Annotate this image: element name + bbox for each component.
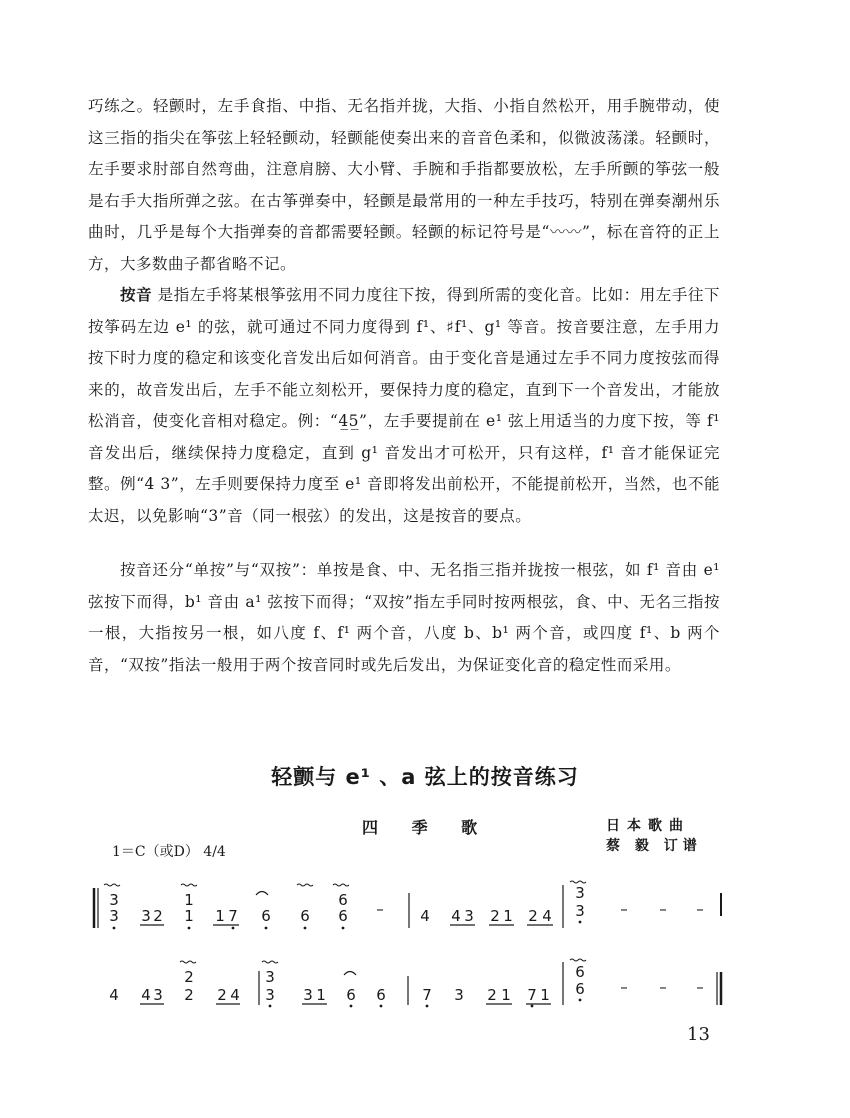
score-note: 7 [527,986,537,1004]
score-note: 3 [109,907,119,925]
score-note: 2 [528,907,538,925]
score-note: 3 [153,986,163,1004]
score-note: 3 [575,884,585,902]
score-note: 3 [265,986,275,1004]
score-note: 1 [215,907,225,925]
score-note: 6 [338,907,348,925]
tremolo-mark [570,881,586,883]
score-note: 1 [503,907,513,925]
score-note: 3 [265,968,275,986]
score-note: 2 [153,907,163,925]
tremolo-mark [180,961,196,963]
score-note: 4 [451,907,461,925]
score-note: 4 [542,907,552,925]
score-note: 1 [184,907,194,925]
score-note: 6 [575,963,585,981]
tremolo-mark [262,961,278,963]
score-note: 2 [490,907,500,925]
score-dash: – [659,978,667,996]
score-note: 4 [420,907,430,925]
score-note: 6 [261,907,271,925]
score-note: 7 [228,907,238,925]
tremolo-mark [570,959,586,961]
score-note: 3 [464,907,474,925]
score-note: 6 [575,980,585,998]
score-note: 1 [184,891,194,909]
body-paragraph-3: 按音还分“单按”与“双按”：单按是食、中、无名指三指并拢按一根弦，如 f¹ 音由 e¹ 弦按下而得，b¹ 音由 a¹ 弦按下而得；“双按”指左手同时按两根弦，食、中、无名三指按一根，大指按另一根，如八度 f、f¹ 两个音，八度 b、b¹ 两个音，或四度 f¹、b 两个音，“双按”指法一般用于两个按音同时或先后发出，为保证变化音的稳定性而采用。 [88,561,720,674]
score-note: 3 [141,907,151,925]
score-note: 3 [575,902,585,920]
key-signature: 1＝C（或D） 4/4 [112,844,226,860]
score-note: 3 [303,986,313,1004]
song-title: 四 季 歌 [362,818,492,837]
paragraph-2-text: 是指左手将某根筝弦用不同力度往下按，得到所需的变化音。比如：用左手往下按筝码左边 e¹ 的弦，就可通过不同力度得到 f¹、♯f¹、g¹ 等音。按音要注意，左手用力按下时力度的稳定和该变化音发出后如何消音。由于变化音是通过左手不同力度按弦而得来的，故音发出后，左手不能立刻松开，要保持力度的稳定，直到下一个音发出，才能放松消音，使变化音相对稳定。例：“4̲5̲”，左手要提前在 e¹ 弦上用适当的力度下按，等 f¹ 音发出后，继续保持力度稳定，直到 g¹ 音发出才可松开，只有这样，f¹ 音才能保证完整。例“4 3”，左手则要保持力度至 e¹ 音即将发出前松开，不能提前松开，当然，也不能太迟，以免影响“3”音（同一根弦）的发出，这是按音的要点。 [88,286,720,525]
score-note: 3 [109,891,119,909]
credit-origin: 日本歌曲 [606,818,690,834]
score-dash: – [376,900,384,918]
body-paragraph-1: 巧练之。轻颤时，左手食指、中指、无名指并拢，大指、小指自然松开，用手腕带动，使这三指的指尖在筝弦上轻轻颤动，轻颤能使奏出来的音音色柔和，似微波荡漾。轻颤时，左手要求肘部自然弯曲，注意肩膀、大小臂、手腕和手指都要放松，左手所颤的筝弦一般是右手大指所弹之弦。在古筝弹奏中，轻颤是最常用的一种左手技巧，特别在弹奏潮州乐曲时，几乎是每个大指弹奏的音都需要轻颤。轻颤的标记符号是“〰〰”，标在音符的正上方，大多数曲子都省略不记。 [88,97,720,273]
score-dash: – [620,978,628,996]
score-note: 6 [346,986,356,1004]
score-note: 2 [217,986,227,1004]
score-note: 4 [141,986,151,1004]
score-note: 2 [487,986,497,1004]
score-note: 1 [316,986,326,1004]
tremolo-mark [297,884,313,886]
tremolo-mark [181,884,197,886]
score-note: 6 [338,891,348,909]
score-note: 6 [300,907,310,925]
score-dash: – [696,978,704,996]
score-note: 4 [109,986,119,1004]
score-note: 7 [422,986,432,1004]
score-note: 2 [184,968,194,986]
score-note: 3 [454,986,464,1004]
score-note: 1 [501,986,511,1004]
score-dash: – [620,900,628,918]
term-an-yin: 按音 [120,286,153,304]
score-note: 1 [540,986,550,1004]
score-dash: – [659,900,667,918]
score-note: 4 [230,986,240,1004]
score-note: 6 [376,986,386,1004]
score-note: 2 [184,986,194,1004]
score-dash: – [696,900,704,918]
page-number: 13 [687,1024,710,1045]
credit-arranger: 蔡 毅 订谱 [606,838,702,854]
fermata-arc [344,972,356,976]
tremolo-mark [104,884,120,886]
fermata-arc [256,892,268,896]
section-title: 轻颤与 e¹ 、a 弦上的按音练习 [271,765,579,789]
tremolo-mark [333,884,349,886]
